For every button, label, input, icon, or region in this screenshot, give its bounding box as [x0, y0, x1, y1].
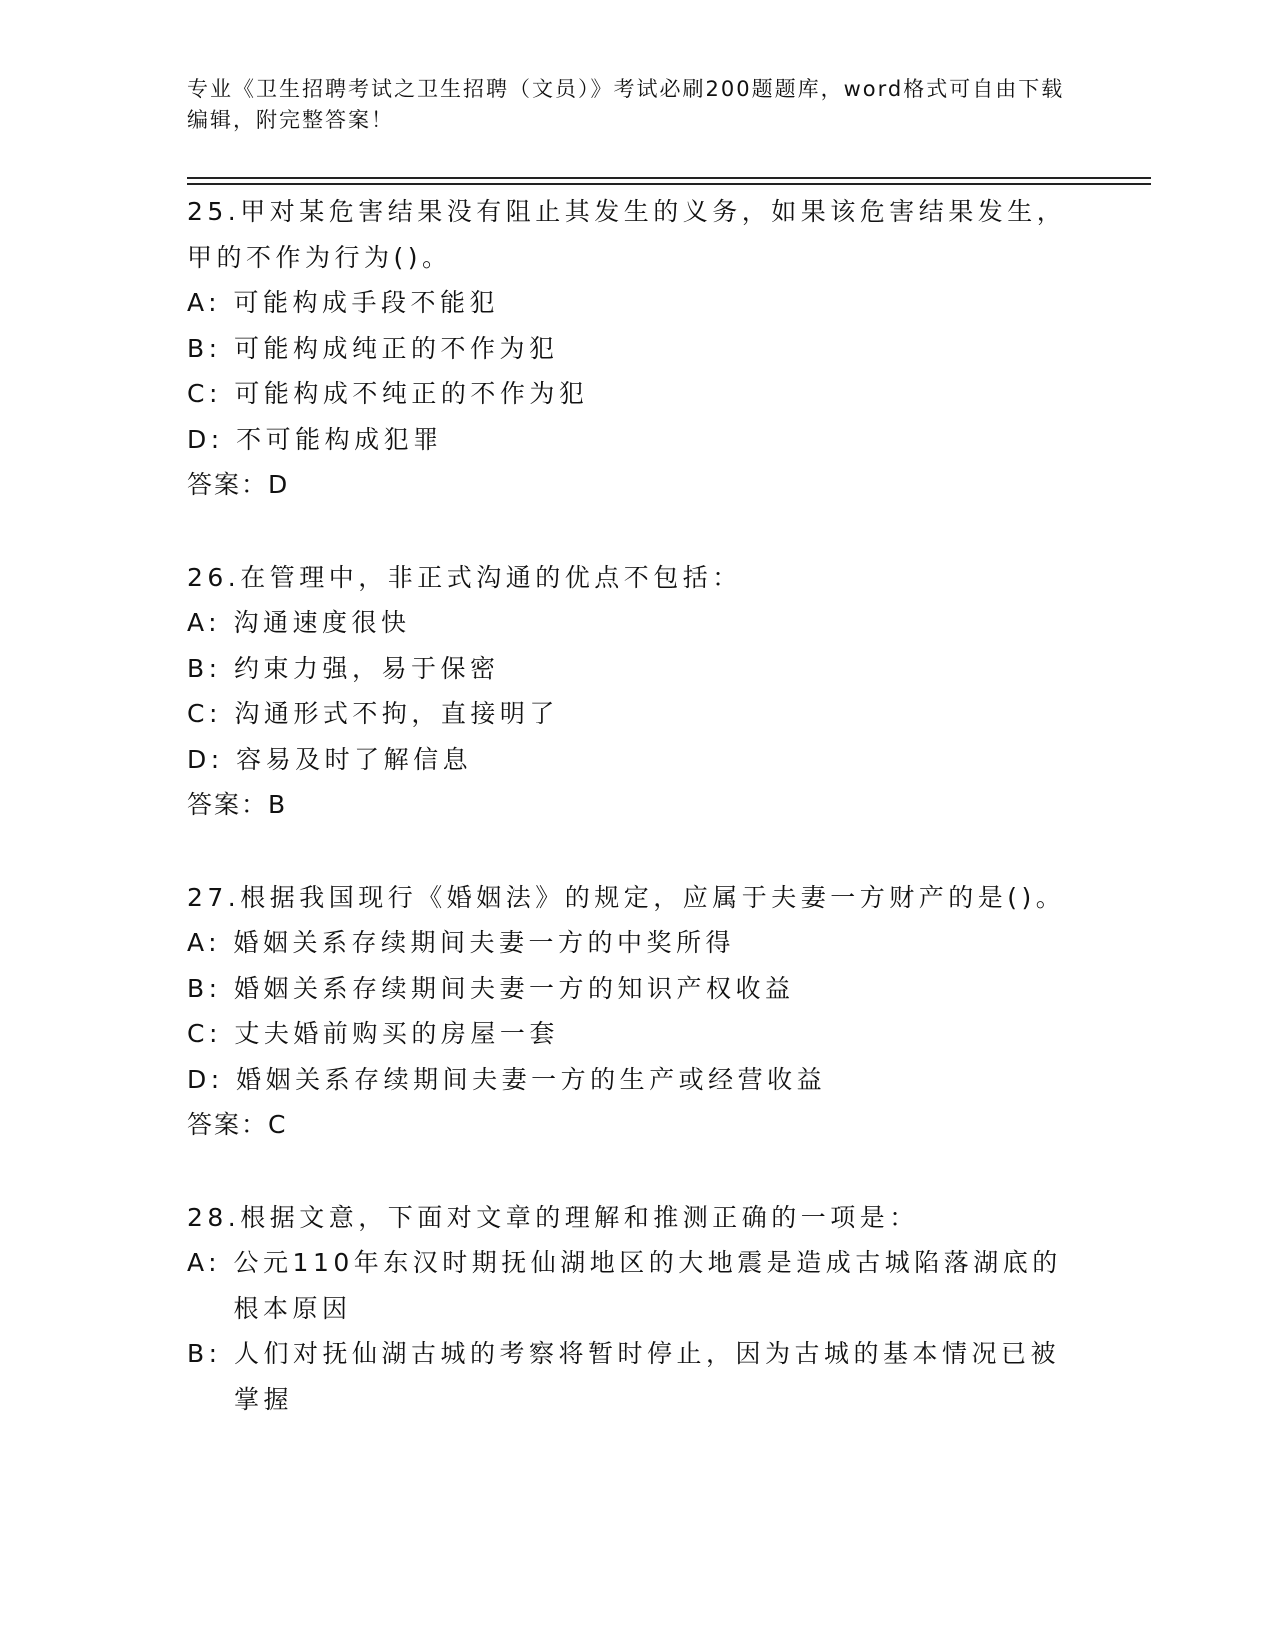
- option-b: [187, 326, 1087, 372]
- question-27: [187, 875, 1087, 1148]
- option-key: A:: [187, 288, 222, 317]
- question-text: 26.在管理中，非正式沟通的优点不包括：: [187, 562, 742, 592]
- option-key: A:: [187, 608, 222, 637]
- answer-line: 答案：B: [187, 790, 288, 819]
- option-text: 不可能构成犯罪: [236, 424, 443, 454]
- option-a: [187, 920, 1087, 966]
- option-text: 公元110年东汉时期抚仙湖地区的大地震是造成古城陷落湖底的根本原因: [233, 1248, 1062, 1323]
- option-text: 人们对抚仙湖古城的考察将暂时停止，因为古城的基本情况已被掌握: [234, 1339, 1061, 1414]
- answer-line: 答案：C: [187, 1110, 288, 1139]
- option-text: 约束力强，易于保密: [234, 653, 500, 683]
- option-key: A:: [187, 1248, 222, 1277]
- option-text: 沟通速度很快: [233, 608, 411, 637]
- header-rule-bottom: [187, 183, 1151, 185]
- question-text: 28.根据文意，下面对文章的理解和推测正确的一项是：: [187, 1202, 919, 1232]
- option-b: [187, 646, 1087, 692]
- option-b: [187, 966, 1087, 1012]
- option-a: [187, 1240, 1087, 1331]
- option-c: [187, 371, 1087, 417]
- option-d: [187, 1057, 1087, 1103]
- option-key: D:: [187, 744, 224, 774]
- option-text: 沟通形式不拘，直接明了: [234, 699, 559, 728]
- header-rule-top: [187, 177, 1151, 179]
- option-d: [187, 737, 1087, 783]
- document-header: 专业《卫生招聘考试之卫生招聘（文员）》考试必刷200题题库，word格式可自由下载编辑，附完整答案！: [187, 77, 1065, 132]
- question-28: [187, 1195, 1087, 1423]
- option-c: [187, 1011, 1087, 1057]
- question-text: 27.根据我国现行《婚姻法》的规定，应属于夫妻一方财产的是()。: [187, 882, 1066, 912]
- option-text: 容易及时了解信息: [236, 744, 473, 774]
- option-d: [187, 417, 1087, 463]
- option-c: [187, 691, 1087, 737]
- option-text: 可能构成手段不能犯: [233, 288, 500, 317]
- option-a: [187, 600, 1087, 646]
- option-key: B:: [187, 973, 222, 1003]
- option-key: D:: [187, 424, 224, 454]
- question-text: 25.甲对某危害结果没有阻止其发生的义务，如果该危害结果发生，甲的不作为行为()。: [187, 197, 1067, 272]
- option-key: C:: [187, 699, 222, 728]
- option-text: 婚姻关系存续期间夫妻一方的生产或经营收益: [236, 1064, 827, 1094]
- option-key: B:: [187, 1339, 222, 1368]
- option-b: [187, 1331, 1087, 1422]
- question-25: [187, 189, 1087, 508]
- option-text: 婚姻关系存续期间夫妻一方的中奖所得: [233, 928, 736, 957]
- option-key: C:: [187, 1019, 222, 1048]
- option-text: 婚姻关系存续期间夫妻一方的知识产权收益: [234, 973, 795, 1003]
- option-text: 可能构成纯正的不作为犯: [234, 333, 559, 363]
- option-key: A:: [187, 928, 222, 957]
- answer-line: 答案：D: [187, 470, 290, 499]
- question-list: [187, 189, 1087, 1469]
- option-key: D:: [187, 1064, 224, 1094]
- question-26: [187, 555, 1087, 828]
- option-key: B:: [187, 653, 222, 683]
- option-a: [187, 280, 1087, 326]
- option-text: 可能构成不纯正的不作为犯: [234, 379, 589, 408]
- option-key: B:: [187, 333, 222, 363]
- option-key: C:: [187, 379, 222, 408]
- option-text: 丈夫婚前购买的房屋一套: [234, 1019, 559, 1048]
